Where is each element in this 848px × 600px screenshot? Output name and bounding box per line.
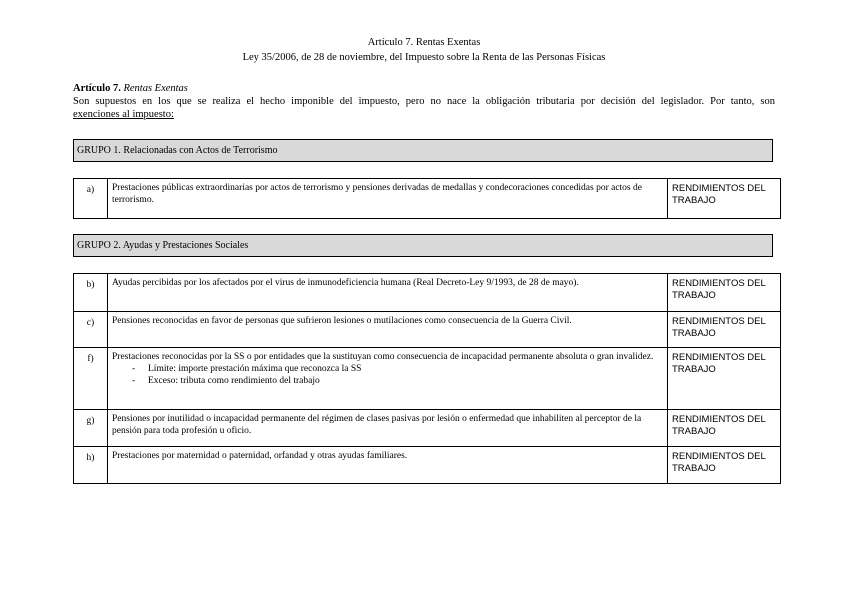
row-description: Prestaciones públicas extraordinarias por actos de terrorismo y pensiones derivadas de medallas y condecoraciones concedidas por actos de terrorismo. [108,179,668,219]
table-row [74,274,781,312]
intro-heading [73,82,775,95]
row-letter: c) [74,312,108,348]
row-description [108,348,668,410]
sub-item-text: Exceso: tributa como rendimiento del trabajo [148,376,320,386]
row-category: RENDIMIENTOS DEL TRABAJO [668,312,781,348]
sub-item-limit [112,363,663,375]
table-row [74,179,781,219]
row-category: RENDIMIENTOS DEL TRABAJO [668,410,781,447]
row-letter: f) [74,348,108,410]
row-description: Pensiones por inutilidad o incapacidad permanente del régimen de clases pasivas por lesión o enfermedad que inhabiliten al perceptor de la pensión para toda profesión u oficio. [108,410,668,447]
group-2-table [73,273,781,484]
intro-heading-bold: Artículo 7. [73,83,121,94]
intro-section [73,82,775,121]
row-description: Ayudas percibidas por los afectados por el virus de inmunodeficiencia humana (Real Decreto-Ley 9/1993, de 28 de mayo). [108,274,668,312]
row-letter: b) [74,274,108,312]
dash-bullet: - [132,376,136,386]
row-category: RENDIMIENTOS DEL TRABAJO [668,179,781,219]
row-letter: g) [74,410,108,447]
table-row [74,410,781,447]
row-description: Prestaciones por maternidad o paternidad, orfandad y otras ayudas familiares. [108,447,668,484]
group-1-table [73,178,781,219]
row-category: RENDIMIENTOS DEL TRABAJO [668,348,781,410]
table-row [74,447,781,484]
row-description: Pensiones reconocidas en favor de personas que sufrieron lesiones o mutilaciones como consecuencia de la Guerra Civil. [108,312,668,348]
table-row [74,348,781,410]
row-category: RENDIMIENTOS DEL TRABAJO [668,447,781,484]
dash-bullet: - [132,364,136,374]
row-category: RENDIMIENTOS DEL TRABAJO [668,274,781,312]
intro-heading-italic: Rentas Exentas [123,83,188,94]
sub-item-excess [112,375,663,387]
document-subtitle: Ley 35/2006, de 28 de noviembre, del Impuesto sobre la Renta de las Personas Físicas [242,52,606,63]
sub-item-text: Límite: importe prestación máxima que reconozca la SS [148,364,362,374]
document-title: Artículo 7. Rentas Exentas [367,37,481,48]
row-letter: a) [74,179,108,219]
group-2-header: GRUPO 2. Ayudas y Prestaciones Sociales [73,234,773,257]
group-1-header: GRUPO 1. Relacionadas con Actos de Terrorismo [73,139,773,162]
row-description-text: Prestaciones reconocidas por la SS o por entidades que la sustituyan como consecuencia de incapacidad permanente absoluta o gran invalidez. [112,352,654,362]
row-letter: h) [74,447,108,484]
intro-text-line2: exenciones al impuesto: [73,109,174,120]
table-row [74,312,781,348]
intro-text-line1: Son supuestos en los que se realiza el hecho imponible del impuesto, pero no nace la obligación tributaria por decisión del legislador. Por tanto, son [73,96,775,107]
